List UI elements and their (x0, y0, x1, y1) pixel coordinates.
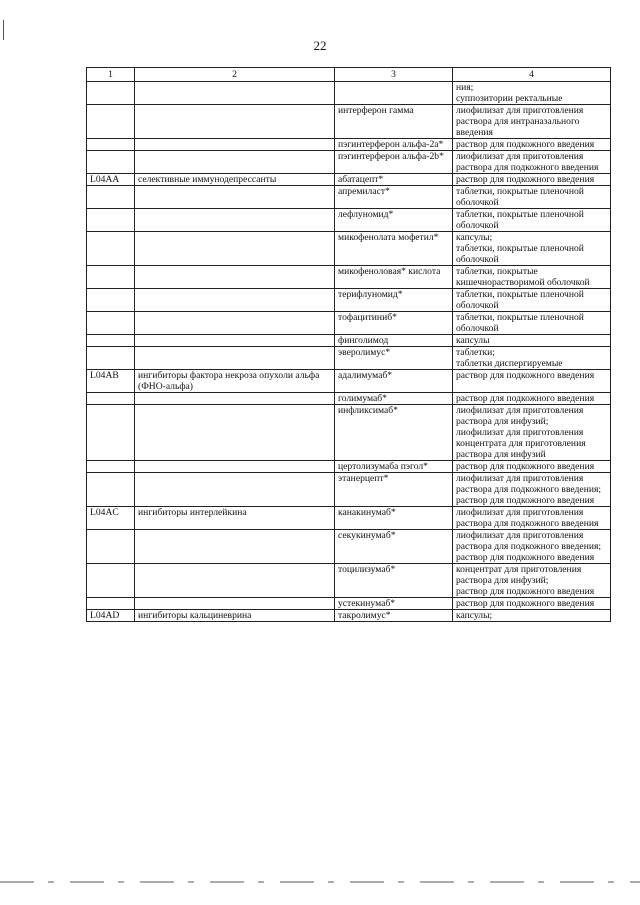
group-name-cell (135, 598, 335, 610)
dosage-form-cell: таблетки, покрытые пленочной оболочкой (453, 209, 611, 232)
atc-code-cell (87, 151, 135, 174)
table-row (87, 82, 611, 105)
drug-name-cell: абатацепт* (335, 174, 453, 186)
dosage-form-cell: капсулы; таблетки, покрытые пленочной оболочкой (453, 232, 611, 266)
dosage-form-cell: таблетки, покрытые кишечнорастворимой оболочкой (453, 266, 611, 289)
drug-name-cell: эверолимус* (335, 347, 453, 370)
group-name-cell (135, 393, 335, 405)
drug-name-cell: микофенолата мофетил* (335, 232, 453, 266)
dosage-form-cell: раствор для подкожного введения (453, 393, 611, 405)
header-cell-1: 1 (87, 68, 135, 82)
table-row (87, 335, 611, 347)
group-name-cell (135, 289, 335, 312)
dosage-form-cell: таблетки, покрытые пленочной оболочкой (453, 312, 611, 335)
dosage-form-cell: раствор для подкожного введения (453, 174, 611, 186)
drug-name-cell: микофеноловая* кислота (335, 266, 453, 289)
table-row (87, 610, 611, 622)
atc-code-cell (87, 266, 135, 289)
table-row (87, 461, 611, 473)
drug-name-cell: голимумаб* (335, 393, 453, 405)
table-body (87, 82, 611, 622)
drug-name-cell: апремиласт* (335, 186, 453, 209)
group-name-cell (135, 347, 335, 370)
dosage-form-cell: лиофилизат для приготовления раствора для подкожного введения (453, 507, 611, 530)
atc-code-cell (87, 82, 135, 105)
atc-code-cell: L04AB (87, 370, 135, 393)
drug-name-cell: лефлуномид* (335, 209, 453, 232)
group-name-cell (135, 82, 335, 105)
table-header-row (87, 68, 611, 82)
group-name-cell (135, 530, 335, 564)
group-name-cell (135, 335, 335, 347)
dosage-form-cell: лиофилизат для приготовления раствора для подкожного введения (453, 151, 611, 174)
table-row (87, 370, 611, 393)
table-row (87, 507, 611, 530)
dosage-form-cell: таблетки, покрытые пленочной оболочкой (453, 289, 611, 312)
group-name-cell (135, 461, 335, 473)
atc-code-cell (87, 564, 135, 598)
header-cell-4: 4 (453, 68, 611, 82)
table-row (87, 209, 611, 232)
header-cell-3: 3 (335, 68, 453, 82)
dosage-form-cell: лиофилизат для приготовления раствора для подкожного введения; раствор для подкожного введения (453, 530, 611, 564)
group-name-cell (135, 139, 335, 151)
drug-name-cell: тофацитиниб* (335, 312, 453, 335)
table-row (87, 232, 611, 266)
drug-name-cell: инфликсимаб* (335, 405, 453, 461)
atc-code-cell (87, 473, 135, 507)
scan-margin-mark (3, 20, 4, 40)
dosage-form-cell: концентрат для приготовления раствора для инфузий; раствор для подкожного введения (453, 564, 611, 598)
drug-name-cell: интерферон гамма (335, 105, 453, 139)
group-name-cell: ингибиторы фактора некроза опухоли альфа (ФНО-альфа) (135, 370, 335, 393)
table-row (87, 598, 611, 610)
dosage-form-cell: лиофилизат для приготовления раствора для подкожного введения; раствор для подкожного введения (453, 473, 611, 507)
table-row (87, 105, 611, 139)
atc-code-cell (87, 289, 135, 312)
drug-name-cell: финголимод (335, 335, 453, 347)
group-name-cell (135, 151, 335, 174)
table-row (87, 564, 611, 598)
drug-name-cell: цертолизумаба пэгол* (335, 461, 453, 473)
group-name-cell: ингибиторы кальциневрина (135, 610, 335, 622)
drug-name-cell: устекинумаб* (335, 598, 453, 610)
atc-code-cell (87, 405, 135, 461)
group-name-cell: ингибиторы интерлейкина (135, 507, 335, 530)
drug-name-cell: секукинумаб* (335, 530, 453, 564)
table-row (87, 530, 611, 564)
group-name-cell (135, 266, 335, 289)
atc-code-cell (87, 598, 135, 610)
dosage-form-cell: раствор для подкожного введения (453, 370, 611, 393)
drug-name-cell: пэгинтерферон альфа-2a* (335, 139, 453, 151)
atc-code-cell: L04AD (87, 610, 135, 622)
table-row (87, 473, 611, 507)
group-name-cell (135, 405, 335, 461)
atc-code-cell (87, 461, 135, 473)
group-name-cell (135, 186, 335, 209)
dosage-form-cell: раствор для подкожного введения (453, 461, 611, 473)
atc-code-cell (87, 105, 135, 139)
atc-code-cell (87, 232, 135, 266)
scan-footer-dashes (0, 881, 640, 883)
dosage-form-cell: таблетки; таблетки диспергируемые (453, 347, 611, 370)
dosage-form-cell: капсулы (453, 335, 611, 347)
dosage-form-cell: ния; суппозитории ректальные (453, 82, 611, 105)
table-row (87, 393, 611, 405)
dosage-form-cell: лиофилизат для приготовления раствора для инфузий; лиофилизат для приготовления концентрата для приготовления раствора для инфузий (453, 405, 611, 461)
drug-name-cell: этанерцепт* (335, 473, 453, 507)
table-row (87, 266, 611, 289)
atc-code-cell (87, 209, 135, 232)
atc-code-cell (87, 312, 135, 335)
drug-name-cell (335, 82, 453, 105)
dosage-form-cell: раствор для подкожного введения (453, 139, 611, 151)
atc-code-cell: L04AA (87, 174, 135, 186)
table-row (87, 347, 611, 370)
table-row (87, 405, 611, 461)
group-name-cell (135, 232, 335, 266)
drug-name-cell: канакинумаб* (335, 507, 453, 530)
group-name-cell (135, 209, 335, 232)
table-row (87, 186, 611, 209)
group-name-cell (135, 312, 335, 335)
atc-code-cell (87, 139, 135, 151)
drug-name-cell: пэгинтерферон альфа-2b* (335, 151, 453, 174)
group-name-cell (135, 564, 335, 598)
drug-table (86, 67, 611, 622)
table-row (87, 312, 611, 335)
dosage-form-cell: лиофилизат для приготовления раствора для интраназального введения (453, 105, 611, 139)
atc-code-cell (87, 186, 135, 209)
drug-name-cell: такролимус* (335, 610, 453, 622)
table-row (87, 174, 611, 186)
dosage-form-cell: капсулы; (453, 610, 611, 622)
atc-code-cell (87, 530, 135, 564)
atc-code-cell: L04AC (87, 507, 135, 530)
drug-name-cell: тоцилизумаб* (335, 564, 453, 598)
header-cell-2: 2 (135, 68, 335, 82)
group-name-cell: селективные иммунодепрессанты (135, 174, 335, 186)
drug-name-cell: адалимумаб* (335, 370, 453, 393)
page-number: 22 (313, 38, 327, 53)
dosage-form-cell: раствор для подкожного введения (453, 598, 611, 610)
atc-code-cell (87, 393, 135, 405)
dosage-form-cell: таблетки, покрытые пленочной оболочкой (453, 186, 611, 209)
group-name-cell (135, 473, 335, 507)
table-row (87, 139, 611, 151)
drug-name-cell: терифлуномид* (335, 289, 453, 312)
atc-code-cell (87, 347, 135, 370)
table-row (87, 289, 611, 312)
group-name-cell (135, 105, 335, 139)
table-row (87, 151, 611, 174)
atc-code-cell (87, 335, 135, 347)
